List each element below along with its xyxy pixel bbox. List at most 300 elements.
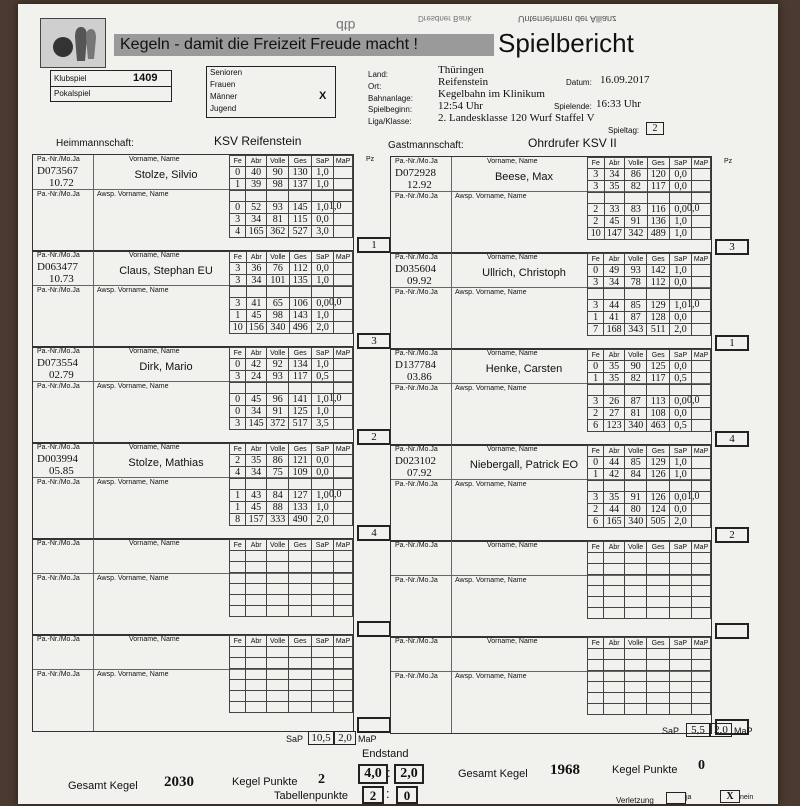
- score-cell: [334, 502, 353, 514]
- category-maenner: Männer: [210, 92, 238, 101]
- liga-label: Liga/Klasse:: [368, 117, 412, 126]
- player-rank: [715, 623, 749, 639]
- score-cell: 3: [588, 169, 605, 181]
- col-sap: SaP: [669, 158, 691, 169]
- pass-label: Pa.-Nr./Mo.Ja: [37, 636, 80, 643]
- score-cell: [289, 669, 311, 680]
- score-cell: [289, 691, 311, 702]
- player-year: 02.79: [49, 369, 74, 381]
- score-cell: 41: [246, 298, 267, 310]
- score-cell: [692, 575, 711, 586]
- score-cell: 0,0: [311, 214, 333, 226]
- score-cell: 76: [267, 263, 289, 275]
- score-cell: 45: [246, 502, 267, 514]
- score-cell: 27: [604, 408, 625, 420]
- score-cell: 3: [230, 371, 246, 383]
- score-cell: 2: [230, 455, 246, 467]
- score-cell: [266, 647, 289, 658]
- score-cell: 83: [625, 204, 647, 216]
- score-cell: [647, 289, 669, 300]
- score-cell: [334, 702, 353, 713]
- score-cell: 82: [625, 181, 647, 193]
- score-cell: 42: [604, 469, 625, 481]
- score-cell: 362: [267, 226, 289, 238]
- datum-value: 16.09.2017: [600, 74, 650, 86]
- total-row: [588, 228, 711, 240]
- col-volle: Volle: [624, 638, 647, 649]
- score-cell: [230, 287, 247, 298]
- score-cell: 43: [246, 490, 267, 502]
- col-ges: Ges: [289, 348, 311, 359]
- score-cell: 117: [289, 371, 311, 383]
- score-cell: [692, 312, 711, 324]
- awsp-label: Awsp. Vorname, Name: [97, 191, 169, 198]
- pass-label-2: Pa.-Nr./Mo.Ja: [37, 671, 80, 678]
- score-cell: [230, 702, 246, 713]
- col-sap: SaP: [311, 252, 333, 263]
- score-cell: [311, 691, 333, 702]
- score-cell: [647, 193, 669, 204]
- col-map: MaP: [334, 156, 353, 167]
- score-cell: 1,0: [311, 310, 333, 322]
- score-cell: [692, 553, 711, 564]
- score-cell: 3: [230, 263, 247, 275]
- score-cell: [624, 693, 647, 704]
- score-cell: [266, 573, 289, 584]
- category-jugend: Jugend: [210, 104, 237, 113]
- score-grid: [587, 445, 711, 528]
- pass-label: Pa.-Nr./Mo.Ja: [395, 542, 438, 549]
- score-cell: [692, 385, 711, 396]
- score-grid: [229, 155, 353, 238]
- score-cell: [334, 406, 353, 418]
- score-cell: [647, 660, 669, 671]
- score-cell: 0,0: [669, 492, 691, 504]
- score-cell: 1: [588, 312, 604, 324]
- player-map: 1,0: [687, 491, 700, 502]
- score-cell: 2: [588, 504, 604, 516]
- score-cell: [334, 371, 353, 383]
- score-cell: 84: [625, 469, 647, 481]
- score-cell: [624, 704, 647, 715]
- score-cell: 1,0: [669, 457, 691, 469]
- col-volle: Volle: [625, 350, 647, 361]
- score-cell: 91: [267, 406, 289, 418]
- lane-row: [230, 702, 353, 713]
- club-logo: [40, 18, 106, 68]
- score-cell: [692, 586, 711, 597]
- lane-row: [588, 469, 711, 481]
- score-cell: [334, 573, 353, 584]
- col-ges: Ges: [289, 444, 311, 455]
- score-grid-header: [588, 638, 711, 649]
- score-cell: [604, 586, 624, 597]
- score-cell: [588, 597, 604, 608]
- score-cell: [334, 287, 353, 298]
- score-cell: 3: [588, 300, 604, 312]
- score-cell: [692, 324, 711, 336]
- card-vdivider: [93, 155, 94, 251]
- score-cell: 0: [588, 265, 604, 277]
- card-vdivider: [451, 253, 452, 349]
- score-cell: [692, 193, 711, 204]
- score-cell: [334, 467, 353, 479]
- score-cell: 0,0: [669, 169, 691, 181]
- col-ges: Ges: [647, 542, 669, 553]
- liga-value: 2. Landesklasse 120 Wurf Staffel V: [438, 112, 595, 124]
- col-abr: Abr: [246, 540, 266, 551]
- spieltag-value: 2: [646, 122, 664, 135]
- score-cell: [334, 191, 353, 202]
- score-cell: [311, 287, 333, 298]
- score-cell: [625, 289, 647, 300]
- score-cell: 0: [230, 202, 246, 214]
- score-cell: 85: [625, 457, 647, 469]
- player-map: 1,0: [329, 393, 342, 404]
- score-cell: 1,0: [311, 202, 333, 214]
- score-cell: 36: [246, 263, 267, 275]
- lane-row: [588, 481, 711, 492]
- score-cell: [669, 553, 691, 564]
- score-cell: 135: [289, 275, 311, 287]
- card-vdivider: [451, 637, 452, 733]
- score-cell: [246, 191, 267, 202]
- score-cell: 78: [625, 277, 647, 289]
- score-cell: [624, 597, 647, 608]
- score-cell: 1,0: [669, 228, 691, 240]
- player-rank: 3: [357, 333, 391, 349]
- score-grid: [587, 157, 711, 240]
- score-cell: 0: [230, 167, 246, 179]
- score-cell: [334, 606, 353, 617]
- score-cell: [624, 682, 647, 693]
- score-cell: [230, 562, 246, 573]
- lane-row: [588, 373, 711, 385]
- score-cell: [311, 551, 333, 562]
- card-vdivider: [93, 251, 94, 347]
- category-box: [206, 66, 336, 118]
- score-cell: [334, 647, 353, 658]
- score-cell: [334, 359, 353, 371]
- player-map: 1,0: [329, 201, 342, 212]
- lane-row: [230, 214, 353, 226]
- score-cell: 1: [230, 502, 246, 514]
- score-cell: 372: [267, 418, 289, 430]
- vorname-label: Vorname, Name: [487, 542, 538, 549]
- col-sap: SaP: [669, 350, 691, 361]
- score-cell: 93: [625, 265, 647, 277]
- score-cell: 517: [289, 418, 311, 430]
- score-cell: [624, 649, 647, 660]
- lane-row: [230, 179, 353, 191]
- score-cell: 527: [289, 226, 311, 238]
- pass-label-2: Pa.-Nr./Mo.Ja: [37, 479, 80, 486]
- col-volle: Volle: [625, 254, 647, 265]
- score-cell: [588, 586, 604, 597]
- home-team-label: Heimmannschaft:: [56, 138, 134, 149]
- pass-label-2: Pa.-Nr./Mo.Ja: [395, 289, 438, 296]
- score-grid: [587, 637, 711, 715]
- awsp-label: Awsp. Vorname, Name: [97, 479, 169, 486]
- score-cell: 340: [625, 516, 647, 528]
- col-fe: Fe: [230, 348, 246, 359]
- score-cell: [647, 481, 669, 492]
- score-cell: 340: [625, 420, 647, 432]
- guest-sap-label: SaP: [662, 726, 680, 736]
- score-cell: [624, 564, 647, 575]
- score-cell: 1,0: [311, 490, 333, 502]
- score-cell: [624, 553, 647, 564]
- lane-row: [588, 608, 711, 619]
- score-cell: [230, 573, 246, 584]
- score-cell: [334, 226, 353, 238]
- score-cell: [230, 383, 246, 394]
- score-cell: 120: [647, 169, 669, 181]
- score-cell: 6: [588, 420, 604, 432]
- player-id: D003994: [37, 453, 78, 465]
- score-cell: [692, 408, 711, 420]
- guest-map-label: MaP: [734, 726, 753, 736]
- score-cell: [692, 682, 711, 693]
- score-cell: [289, 606, 311, 617]
- guest-punkte-value: 0: [698, 758, 705, 773]
- awsp-label: Awsp. Vorname, Name: [455, 481, 527, 488]
- col-abr: Abr: [604, 638, 624, 649]
- col-sap: SaP: [669, 446, 691, 457]
- score-cell: [647, 671, 669, 682]
- score-cell: [289, 287, 311, 298]
- slogan-banner: Kegeln - damit die Freizeit Freude macht !: [114, 34, 494, 56]
- score-sheet: [18, 4, 778, 804]
- pass-label-2: Pa.-Nr./Mo.Ja: [37, 575, 80, 582]
- score-cell: 52: [246, 202, 267, 214]
- col-fe: Fe: [588, 638, 604, 649]
- score-cell: 0: [230, 406, 246, 418]
- score-cell: 113: [647, 396, 669, 408]
- col-ges: Ges: [289, 252, 311, 263]
- score-cell: [692, 420, 711, 432]
- score-cell: [266, 702, 289, 713]
- player-card: [32, 250, 377, 348]
- col-abr: Abr: [246, 252, 267, 263]
- lane-row: [588, 265, 711, 277]
- endstand-label: Endstand: [362, 748, 409, 760]
- vorname-label: Vorname, Name: [487, 446, 538, 453]
- score-cell: [692, 481, 711, 492]
- verletzung-ja-box: [666, 792, 686, 804]
- score-cell: 10: [588, 228, 605, 240]
- lane-row: [588, 457, 711, 469]
- score-cell: 87: [625, 312, 647, 324]
- score-cell: [669, 564, 691, 575]
- score-cell: [230, 680, 246, 691]
- col-ges: Ges: [647, 638, 669, 649]
- score-cell: [669, 586, 691, 597]
- score-cell: 1,0: [311, 394, 333, 406]
- score-cell: [266, 658, 289, 669]
- score-cell: [625, 385, 647, 396]
- score-cell: [246, 691, 266, 702]
- player-name: Stolze, Silvio: [134, 169, 198, 181]
- score-cell: 45: [246, 310, 267, 322]
- score-cell: 39: [246, 179, 267, 191]
- score-cell: 511: [647, 324, 669, 336]
- col-abr: Abr: [246, 156, 267, 167]
- col-ges: Ges: [647, 254, 669, 265]
- score-cell: 1,0: [311, 359, 333, 371]
- score-cell: [692, 608, 711, 619]
- score-cell: 90: [625, 361, 647, 373]
- score-cell: 93: [267, 371, 289, 383]
- guest-punkte-label: Kegel Punkte: [612, 764, 678, 776]
- score-cell: [289, 573, 311, 584]
- score-cell: [246, 606, 266, 617]
- score-cell: 96: [267, 394, 289, 406]
- score-cell: 117: [647, 373, 669, 385]
- score-cell: 3: [588, 396, 604, 408]
- lane-row: [230, 584, 353, 595]
- score-cell: [692, 277, 711, 289]
- lane-row: [588, 277, 711, 289]
- score-cell: 129: [647, 300, 669, 312]
- score-cell: [311, 669, 333, 680]
- col-fe: Fe: [230, 444, 246, 455]
- score-cell: [311, 606, 333, 617]
- awsp-label: Awsp. Vorname, Name: [455, 289, 527, 296]
- score-cell: 2,0: [669, 516, 691, 528]
- score-grid: [587, 253, 711, 336]
- lane-row: [230, 287, 353, 298]
- score-cell: [588, 553, 604, 564]
- score-cell: 2: [588, 408, 604, 420]
- score-cell: [289, 479, 311, 490]
- score-cell: 108: [647, 408, 669, 420]
- home-punkte-label: Kegel Punkte: [232, 776, 298, 788]
- score-cell: [334, 322, 353, 334]
- col-map: MaP: [692, 350, 711, 361]
- tabellen-label: Tabellenpunkte: [274, 790, 349, 802]
- score-cell: [692, 373, 711, 385]
- score-cell: 34: [246, 467, 267, 479]
- ende-value: 16:33 Uhr: [596, 98, 641, 110]
- pass-label: Pa.-Nr./Mo.Ja: [37, 156, 80, 163]
- col-map: MaP: [334, 348, 353, 359]
- score-cell: 106: [289, 298, 311, 310]
- beginn-label: Spielbeginn:: [368, 105, 413, 114]
- score-cell: 496: [289, 322, 311, 334]
- score-cell: [267, 383, 289, 394]
- pass-label-2: Pa.-Nr./Mo.Ja: [395, 193, 438, 200]
- score-cell: 44: [604, 457, 625, 469]
- pass-label-2: Pa.-Nr./Mo.Ja: [37, 287, 80, 294]
- score-cell: 3: [588, 277, 604, 289]
- ende-label: Spielende:: [554, 102, 592, 111]
- score-cell: 0,0: [669, 504, 691, 516]
- col-sap: SaP: [669, 542, 691, 553]
- score-cell: 141: [289, 394, 311, 406]
- score-cell: [647, 586, 669, 597]
- score-cell: [692, 564, 711, 575]
- score-cell: 0,0: [311, 298, 333, 310]
- score-cell: [588, 289, 604, 300]
- score-cell: [604, 671, 624, 682]
- guest-gesamt-label: Gesamt Kegel: [458, 768, 528, 780]
- player-name: Ullrich, Christoph: [482, 267, 566, 279]
- score-cell: 40: [246, 167, 267, 179]
- score-cell: 44: [604, 300, 625, 312]
- score-cell: 2,0: [311, 514, 333, 526]
- score-cell: 42: [246, 359, 267, 371]
- score-cell: [334, 479, 353, 490]
- player-year: 05.85: [49, 465, 74, 477]
- score-cell: 10: [230, 322, 247, 334]
- score-cell: [289, 562, 311, 573]
- score-cell: 8: [230, 514, 246, 526]
- score-cell: [692, 181, 711, 193]
- score-cell: 343: [625, 324, 647, 336]
- score-cell: [647, 385, 669, 396]
- player-year: 10.72: [49, 177, 74, 189]
- card-vdivider: [451, 349, 452, 445]
- score-cell: [604, 682, 624, 693]
- score-cell: [334, 383, 353, 394]
- col-map: MaP: [334, 444, 353, 455]
- lane-row: [230, 647, 353, 658]
- score-cell: [334, 551, 353, 562]
- score-cell: 1,0: [311, 406, 333, 418]
- score-cell: 340: [267, 322, 289, 334]
- score-grid-header: [588, 158, 711, 169]
- score-cell: 1: [230, 490, 246, 502]
- score-cell: [289, 383, 311, 394]
- lane-row: [588, 169, 711, 181]
- score-cell: 1,0: [669, 265, 691, 277]
- endstand-home: 4,0: [358, 764, 388, 784]
- col-fe: Fe: [588, 158, 605, 169]
- score-cell: 121: [289, 455, 311, 467]
- score-cell: [624, 671, 647, 682]
- page-title: Spielbericht: [498, 28, 634, 58]
- score-grid: [587, 541, 711, 619]
- player-card: [32, 538, 354, 636]
- lane-row: [230, 680, 353, 691]
- total-row: [588, 420, 711, 432]
- score-cell: 127: [289, 490, 311, 502]
- score-cell: [230, 595, 246, 606]
- score-cell: 88: [267, 502, 289, 514]
- score-cell: [246, 573, 266, 584]
- guest-team-name: Ohrdrufer KSV II: [528, 136, 617, 150]
- verletzung-label: Verletzung: [616, 796, 654, 805]
- score-cell: 45: [246, 394, 267, 406]
- score-cell: [289, 680, 311, 691]
- score-grid-header: [588, 254, 711, 265]
- score-cell: 93: [267, 202, 289, 214]
- score-cell: [311, 584, 333, 595]
- score-grid-header: [230, 252, 353, 263]
- score-cell: [692, 693, 711, 704]
- guest-sap-total: 5,5: [686, 723, 710, 737]
- col-fe: Fe: [230, 636, 246, 647]
- score-cell: [230, 584, 246, 595]
- score-cell: 1: [588, 469, 604, 481]
- pass-label: Pa.-Nr./Mo.Ja: [395, 158, 438, 165]
- col-map: MaP: [692, 542, 711, 553]
- score-cell: [669, 481, 691, 492]
- score-cell: [647, 693, 669, 704]
- lane-row: [588, 385, 711, 396]
- player-id: D023102: [395, 455, 436, 467]
